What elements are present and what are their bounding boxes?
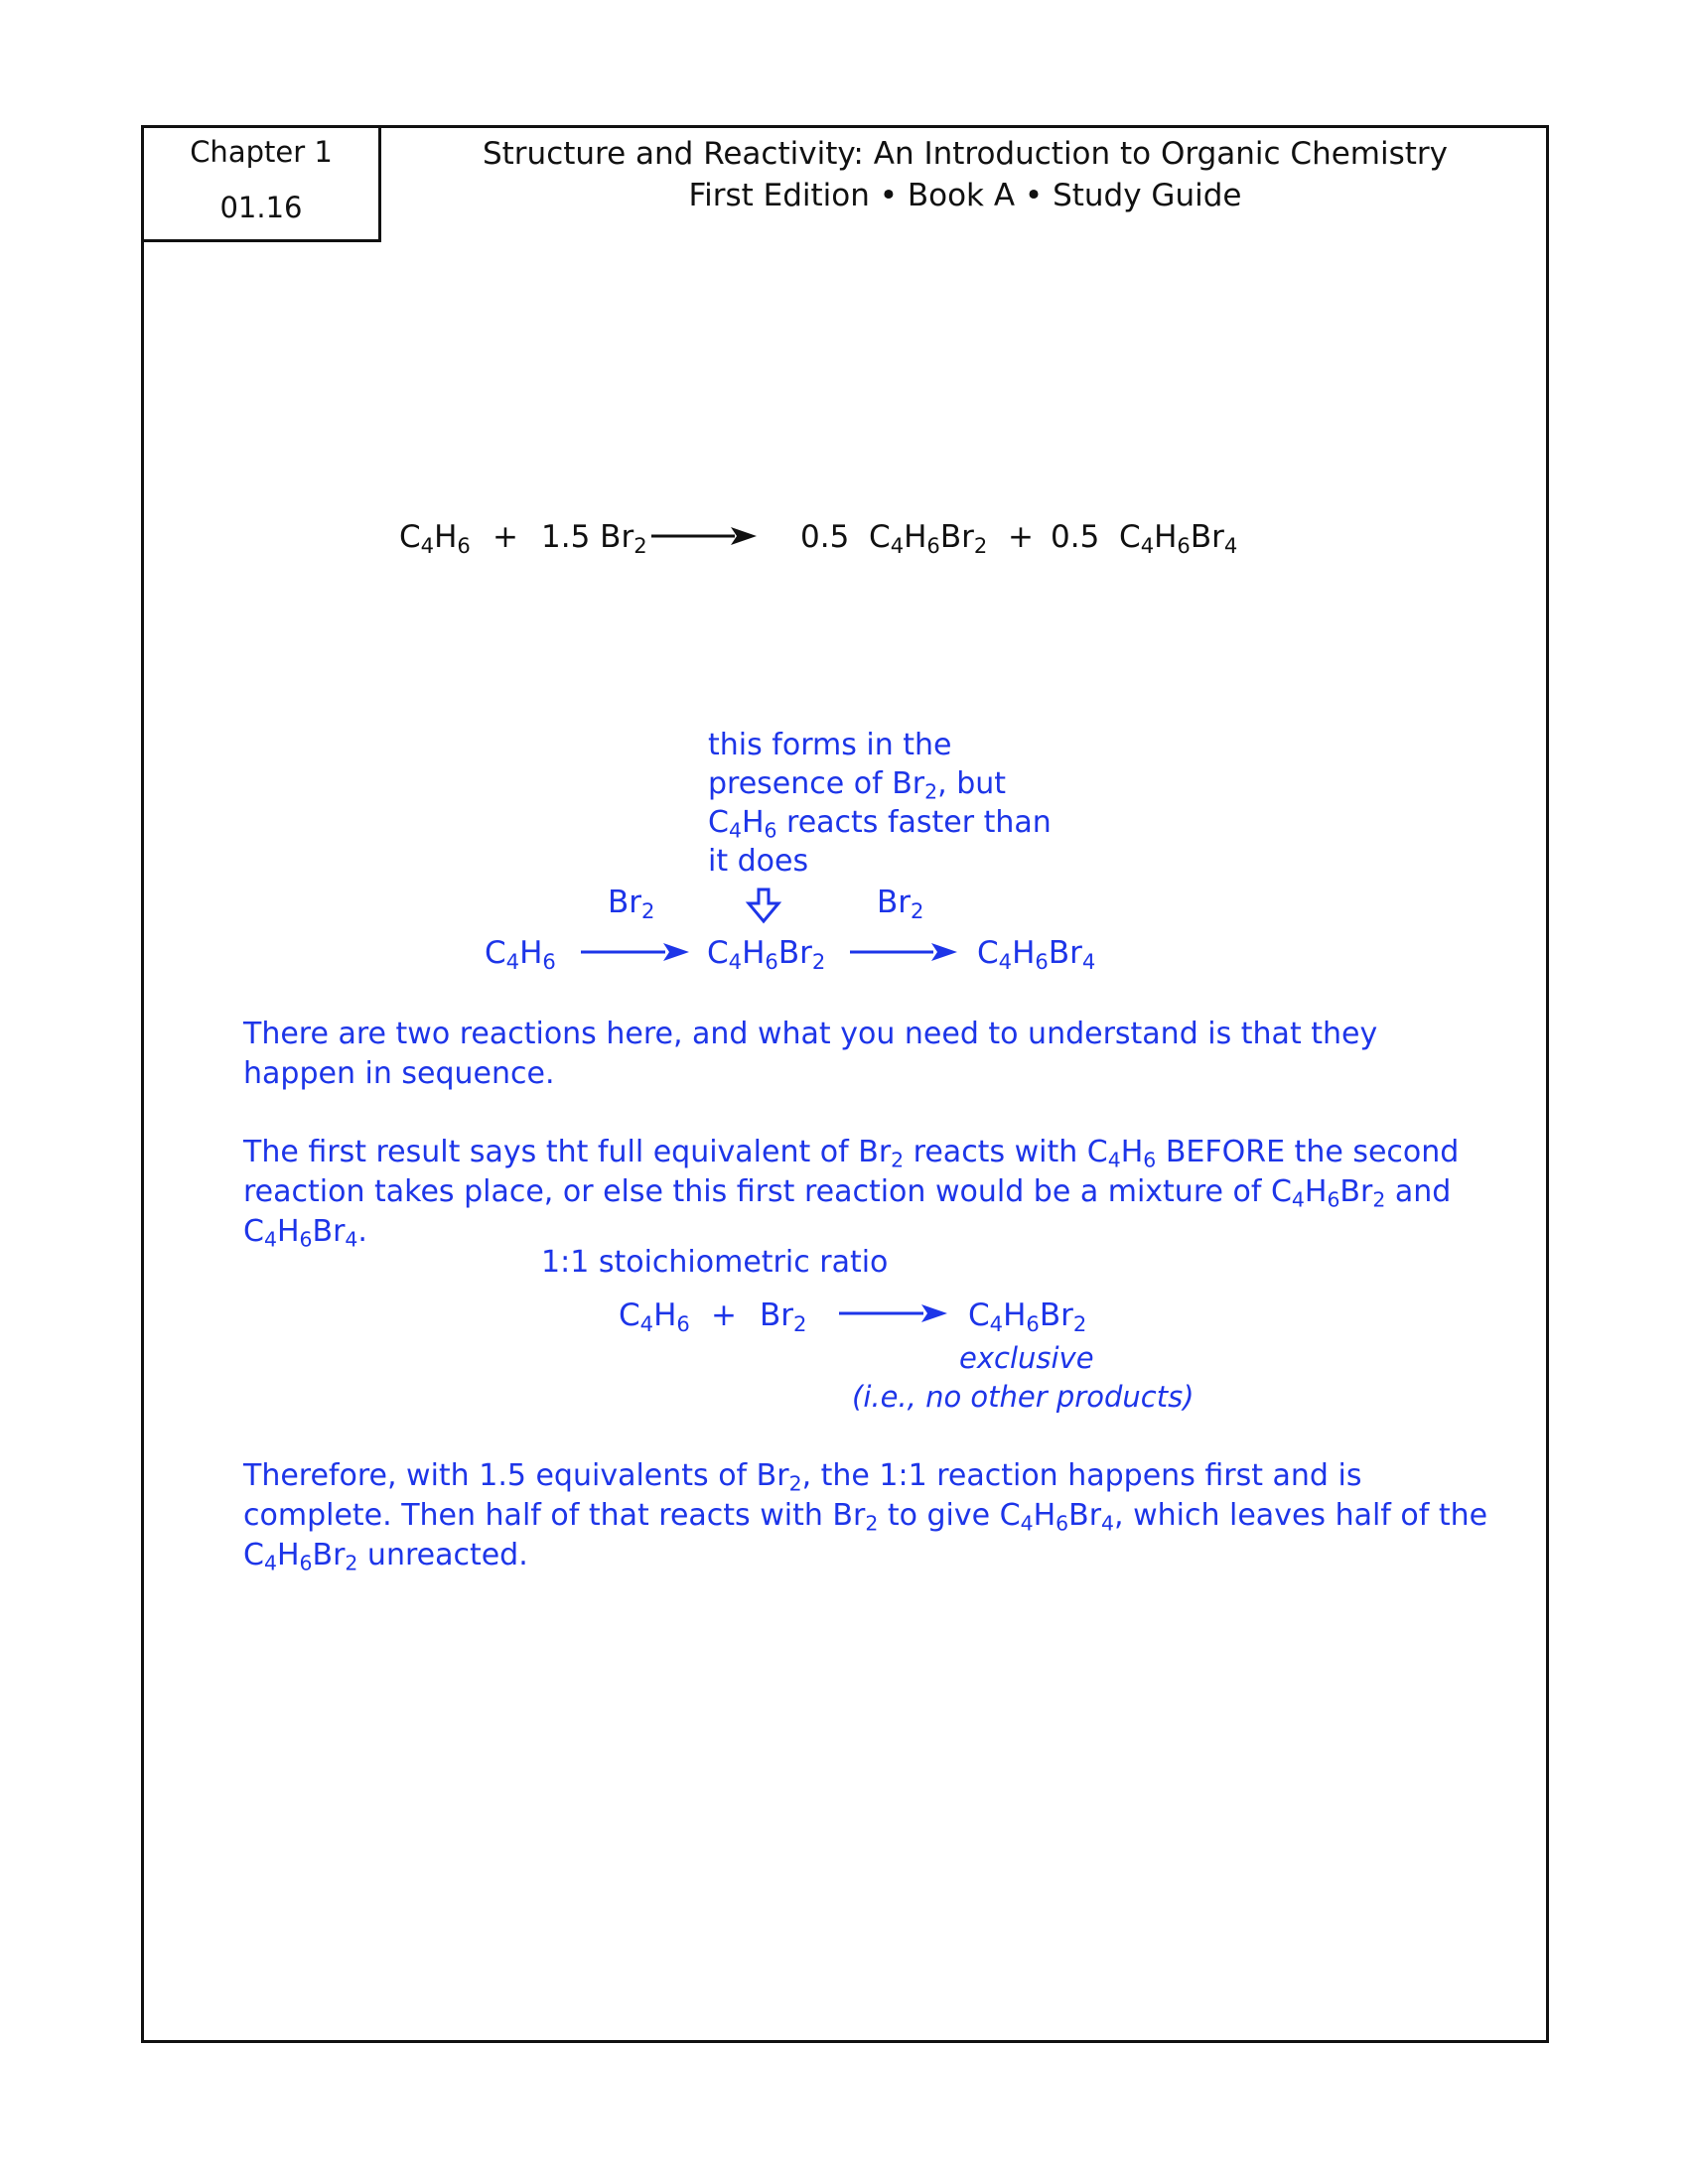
sequence-middle: $C_4H_6Br_2$ <box>707 935 826 974</box>
ratio-product: $C_4H_6Br_2$ <box>968 1297 1087 1336</box>
book-title: Structure and Reactivity: An Introduction to Organic Chemistry <box>482 136 1449 172</box>
sequence-reagent-2: $Br_2$ <box>877 885 924 923</box>
problem-number: 01.16 <box>219 191 303 224</box>
ratio-label: 1:1 stoichiometric ratio <box>541 1245 889 1280</box>
note-line-1: this forms in the <box>708 728 952 762</box>
ratio-reactant-2: $Br_2$ <box>760 1297 807 1336</box>
main-reactant-1: $C_4H_6$ <box>399 519 471 558</box>
ratio-reactant-1: $C_4H_6$ <box>619 1297 690 1336</box>
note-line-4: it does <box>708 844 809 879</box>
sequence-end: $C_4H_6Br_4$ <box>977 935 1096 974</box>
exclusive-label: exclusive <box>959 1341 1094 1375</box>
note-line-3: $C_4H_6$ reacts faster than <box>708 805 1052 843</box>
main-product-1: 0.5 $C_4H_6Br_2$ <box>800 519 988 558</box>
book-subtitle: First Edition • Book A • Study Guide <box>688 178 1242 213</box>
main-plus: + <box>492 519 518 555</box>
note-line-2: presence of $Br_2$, but <box>708 766 1007 804</box>
paragraph-sequence: There are two reactions here, and what you need to understand is that they happen in sequence. <box>243 1017 1378 1091</box>
main-reactant-2: 1.5 $Br_2$ <box>541 519 647 558</box>
chapter-label: Chapter 1 <box>190 135 333 169</box>
intermediate-note <box>708 726 1085 881</box>
no-other-products-label: (i.e., no other products) <box>852 1380 1195 1414</box>
ratio-plus: + <box>711 1297 737 1333</box>
paragraph-first-result: The first result says tht full equivalent of $Br_2$ reacts with $C_4H_6$ BEFORE the second reaction takes place, or else this first reaction would be a mixture of $C_4H_6Br_2$ and $C_4H_6Br_4$. <box>243 1135 1460 1252</box>
sequence-reagent-1: $Br_2$ <box>608 885 655 923</box>
main-plus-2: + <box>1008 519 1034 555</box>
paragraph-therefore: Therefore, with 1.5 equivalents of $Br_2$, the 1:1 reaction happens first and is complete. Then half of that reacts with $Br_2$ to give $C_4H_6Br_4$, which leaves half of the $C_4H_6Br_2$ unreacted. <box>243 1458 1488 1575</box>
main-product-2: 0.5 $C_4H_6Br_4$ <box>1051 519 1238 558</box>
sequence-start: $C_4H_6$ <box>485 935 556 974</box>
